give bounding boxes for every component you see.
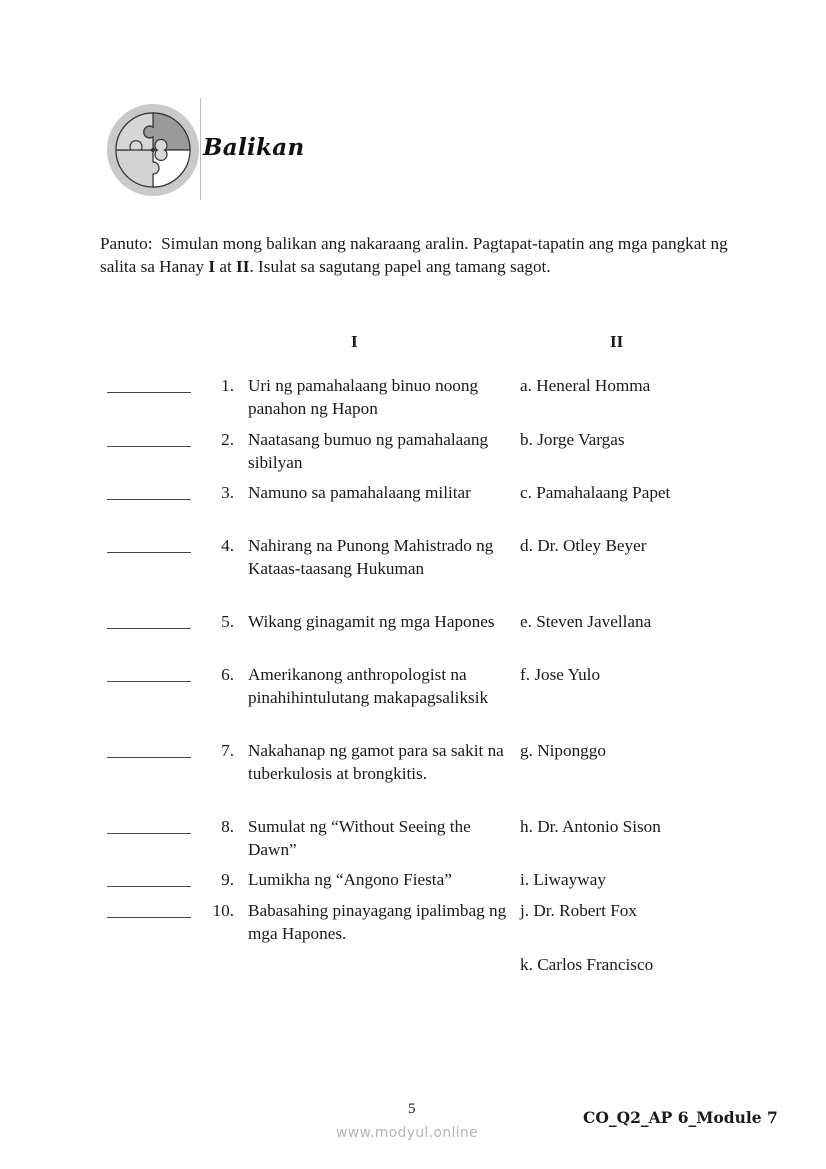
answer-option: e. Steven Javellana — [520, 612, 652, 631]
answer-option: i. Liwayway — [520, 870, 606, 889]
puzzle-icon — [105, 102, 201, 198]
question-number: 7. — [221, 741, 234, 760]
question-number: 2. — [221, 430, 234, 449]
header-divider — [200, 98, 201, 200]
answer-option: c. Pamahalaang Papet — [520, 483, 671, 502]
question-text: Amerikanong anthropologist na pinahihintulutang makapagsaliksik — [248, 665, 489, 707]
answer-option: b. Jorge Vargas — [520, 430, 625, 449]
question-text: Namuno sa pamahalaang militar — [248, 483, 471, 502]
question-number: 5. — [221, 612, 234, 631]
section-header — [100, 98, 360, 202]
column-header-ii: II — [610, 332, 624, 351]
answer-blank[interactable] — [107, 833, 191, 834]
answer-blank[interactable] — [107, 392, 191, 393]
instructions-text-1: Simulan mong balikan ang nakaraang aralin. Pagtapat-tapatin ang mga pangkat ng salita sa Hanay — [100, 234, 728, 276]
answer-option: a. Heneral Homma — [520, 376, 651, 395]
question-number: 4. — [221, 536, 234, 555]
answer-blank[interactable] — [107, 552, 191, 553]
watermark: www.modyul.online — [336, 1125, 478, 1141]
question-number: 6. — [221, 665, 234, 684]
question-text: Babasahing pinayagang ipalimbag ng mga Hapones. — [248, 901, 507, 943]
answer-blank[interactable] — [107, 499, 191, 500]
answer-option: j. Dr. Robert Fox — [520, 901, 637, 920]
page-number: 5 — [408, 1101, 416, 1117]
instructions-bold-2: II — [236, 257, 250, 276]
question-number: 3. — [221, 483, 234, 502]
answer-blank[interactable] — [107, 757, 191, 758]
question-number: 1. — [221, 376, 234, 395]
answer-option: k. Carlos Francisco — [520, 955, 654, 974]
instructions — [100, 232, 730, 278]
answer-option: h. Dr. Antonio Sison — [520, 817, 661, 836]
question-text: Nahirang na Punong Mahistrado ng Kataas-taasang Hukuman — [248, 536, 494, 578]
answer-option: f. Jose Yulo — [520, 665, 601, 684]
question-number: 8. — [221, 817, 234, 836]
question-text: Uri ng pamahalaang binuo noong panahon ng Hapon — [248, 376, 479, 418]
question-text: Lumikha ng “Angono Fiesta” — [248, 870, 452, 889]
answer-option: d. Dr. Otley Beyer — [520, 536, 647, 555]
question-number: 10. — [212, 901, 234, 920]
answer-blank[interactable] — [107, 681, 191, 682]
section-title: Balikan — [203, 134, 305, 161]
answer-blank[interactable] — [107, 446, 191, 447]
instructions-text-2: at — [215, 257, 237, 276]
instructions-bold-1: I — [208, 257, 216, 276]
answer-blank[interactable] — [107, 886, 191, 887]
answer-option: g. Niponggo — [520, 741, 606, 760]
question-text: Wikang ginagamit ng mga Hapones — [248, 612, 495, 631]
answer-blank[interactable] — [107, 628, 191, 629]
column-header-i: I — [351, 332, 358, 351]
question-text: Naatasang bumuo ng pamahalaang sibilyan — [248, 430, 489, 472]
instructions-label: Panuto: — [100, 234, 153, 253]
question-number: 9. — [221, 870, 234, 889]
instructions-text-3: . Isulat sa sagutang papel ang tamang sagot. — [249, 257, 551, 276]
question-text: Sumulat ng “Without Seeing the Dawn” — [248, 817, 471, 859]
answer-blank[interactable] — [107, 917, 191, 918]
module-code: CO_Q2_AP 6_Module 7 — [583, 1108, 778, 1127]
question-text: Nakahanap ng gamot para sa sakit na tuberkulosis at brongkitis. — [248, 741, 504, 783]
